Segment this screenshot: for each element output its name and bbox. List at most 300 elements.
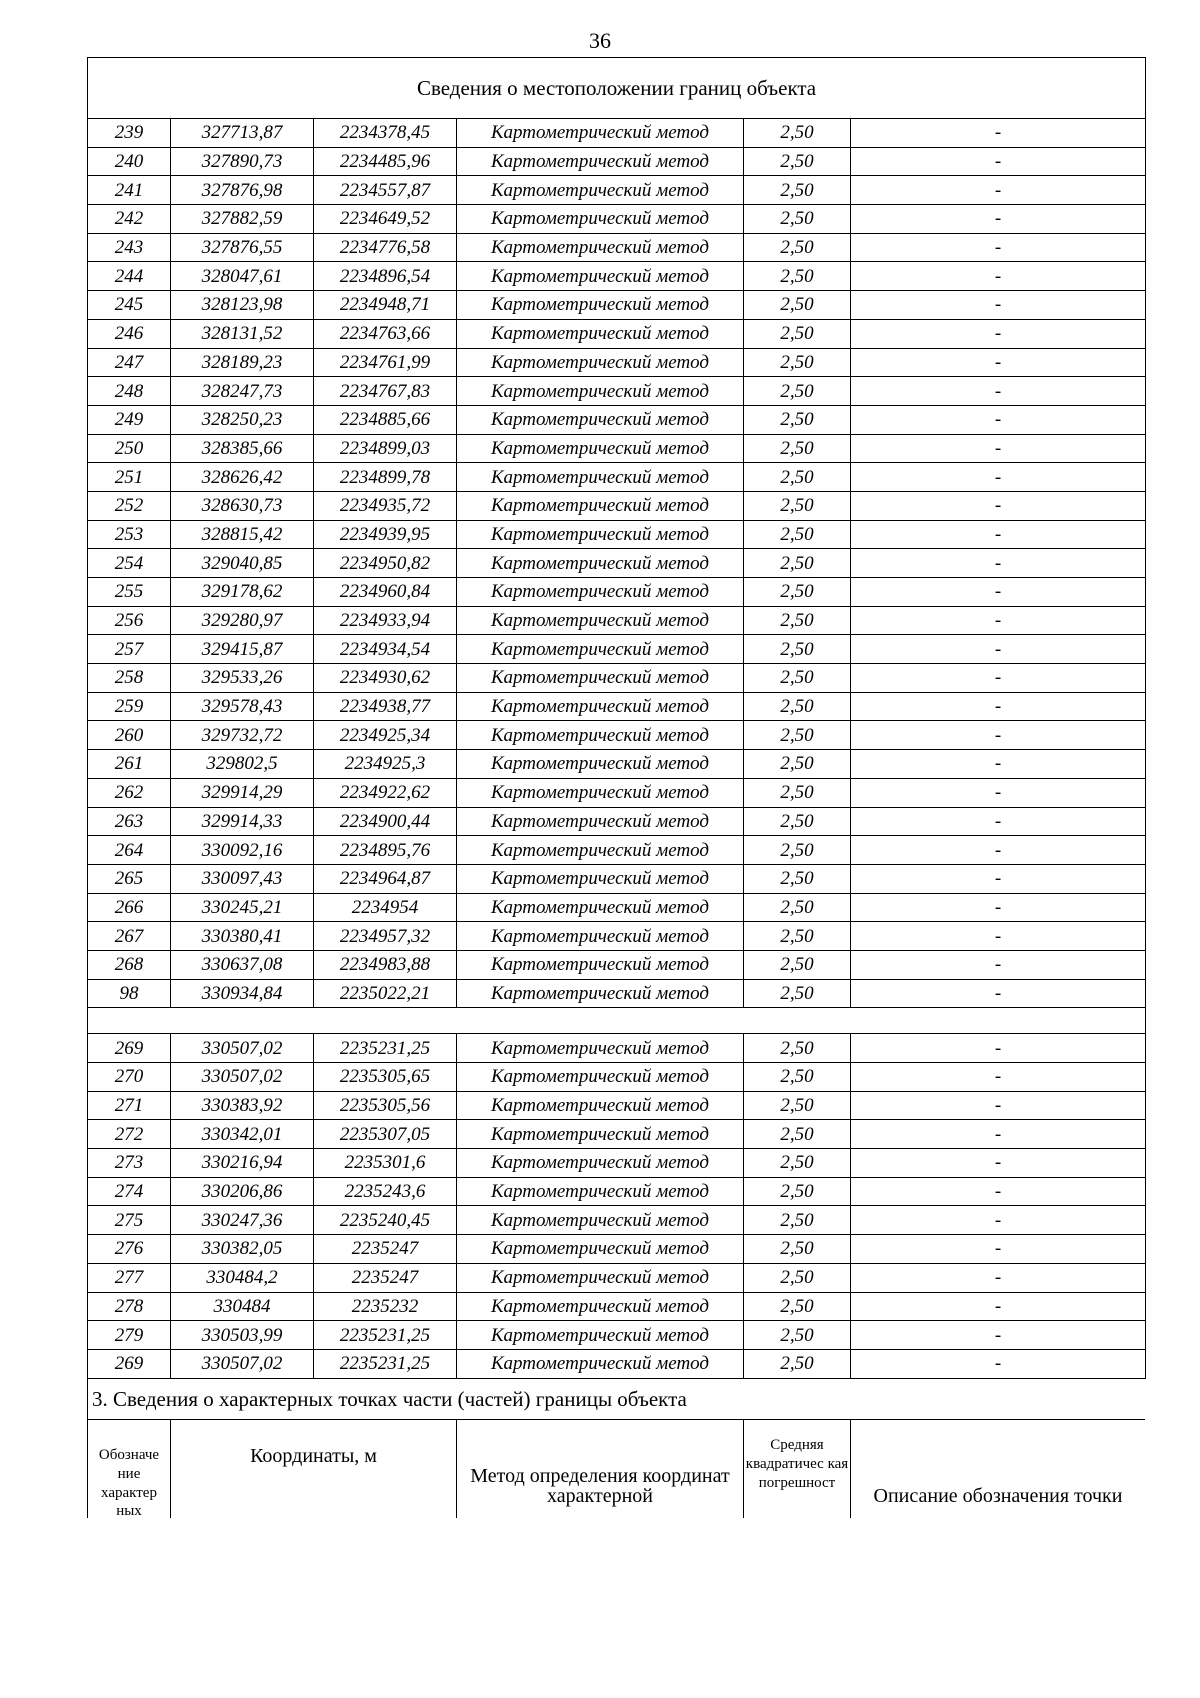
- cell-point-number: 245: [88, 291, 171, 320]
- cell-error: 2,50: [744, 893, 851, 922]
- cell-coord-y: 2234885,66: [314, 405, 457, 434]
- header-method: Метод определения координат характерной: [457, 1420, 744, 1519]
- cell-coord-x: 330245,21: [171, 893, 314, 922]
- cell-method: Картометрический метод: [457, 1235, 744, 1264]
- cell-point-number: 241: [88, 176, 171, 205]
- cell-method: Картометрический метод: [457, 549, 744, 578]
- section3-table: [87, 1378, 1145, 1518]
- cell-coord-x: 330247,36: [171, 1206, 314, 1235]
- cell-method: Картометрический метод: [457, 922, 744, 951]
- cell-method: Картометрический метод: [457, 1149, 744, 1178]
- cell-point-number: 269: [88, 1349, 171, 1378]
- cell-description: -: [851, 291, 1146, 320]
- cell-error: 2,50: [744, 176, 851, 205]
- cell-error: 2,50: [744, 979, 851, 1008]
- cell-method: Картометрический метод: [457, 578, 744, 607]
- cell-coord-x: 328815,42: [171, 520, 314, 549]
- table-row: [88, 549, 1146, 578]
- cell-coord-x: 330380,41: [171, 922, 314, 951]
- cell-description: -: [851, 233, 1146, 262]
- table-row: [88, 950, 1146, 979]
- cell-coord-y: 2234895,76: [314, 836, 457, 865]
- cell-error: 2,50: [744, 721, 851, 750]
- table-row: [88, 1321, 1146, 1350]
- cell-description: -: [851, 1149, 1146, 1178]
- cell-description: -: [851, 1063, 1146, 1092]
- cell-coord-y: 2235231,25: [314, 1321, 457, 1350]
- cell-point-number: 246: [88, 319, 171, 348]
- boundary-table-sheet: [87, 57, 1145, 1379]
- section3-header-row: [88, 1420, 1146, 1519]
- cell-description: -: [851, 1120, 1146, 1149]
- table-row: [88, 1177, 1146, 1206]
- cell-error: 2,50: [744, 1063, 851, 1092]
- cell-method: Картометрический метод: [457, 979, 744, 1008]
- table-row: [88, 1034, 1146, 1063]
- table-row: [88, 606, 1146, 635]
- cell-point-number: 256: [88, 606, 171, 635]
- cell-method: Картометрический метод: [457, 635, 744, 664]
- cell-method: Картометрический метод: [457, 205, 744, 234]
- cell-description: -: [851, 1034, 1146, 1063]
- cell-point-number: 253: [88, 520, 171, 549]
- table-row: [88, 893, 1146, 922]
- cell-error: 2,50: [744, 950, 851, 979]
- table-row: [88, 1063, 1146, 1092]
- separator-cell: [88, 1008, 1146, 1034]
- cell-error: 2,50: [744, 147, 851, 176]
- cell-error: 2,50: [744, 1292, 851, 1321]
- cell-coord-y: 2234761,99: [314, 348, 457, 377]
- cell-coord-x: 329914,29: [171, 778, 314, 807]
- page-number: 36: [589, 28, 611, 53]
- cell-method: Картометрический метод: [457, 291, 744, 320]
- cell-point-number: 262: [88, 778, 171, 807]
- cell-error: 2,50: [744, 205, 851, 234]
- cell-description: -: [851, 1321, 1146, 1350]
- cell-method: Картометрический метод: [457, 1034, 744, 1063]
- cell-method: Картометрический метод: [457, 1321, 744, 1350]
- cell-error: 2,50: [744, 348, 851, 377]
- cell-coord-x: 329802,5: [171, 750, 314, 779]
- cell-error: 2,50: [744, 291, 851, 320]
- cell-description: -: [851, 377, 1146, 406]
- cell-error: 2,50: [744, 692, 851, 721]
- cell-error: 2,50: [744, 1120, 851, 1149]
- section3-header: [87, 1378, 1145, 1518]
- cell-error: 2,50: [744, 1206, 851, 1235]
- cell-error: 2,50: [744, 520, 851, 549]
- table-row: [88, 205, 1146, 234]
- section3-title-row: [88, 1379, 1146, 1420]
- cell-error: 2,50: [744, 836, 851, 865]
- cell-coord-x: 330382,05: [171, 1235, 314, 1264]
- cell-coord-y: 2234767,83: [314, 377, 457, 406]
- cell-coord-y: 2234557,87: [314, 176, 457, 205]
- cell-description: -: [851, 262, 1146, 291]
- table-row: [88, 233, 1146, 262]
- cell-description: -: [851, 147, 1146, 176]
- header-error: Средняя квадратичес кая погрешност: [744, 1420, 851, 1519]
- cell-coord-x: 329732,72: [171, 721, 314, 750]
- cell-description: -: [851, 549, 1146, 578]
- cell-coord-x: 330507,02: [171, 1063, 314, 1092]
- cell-point-number: 264: [88, 836, 171, 865]
- cell-point-number: 266: [88, 893, 171, 922]
- cell-point-number: 277: [88, 1263, 171, 1292]
- cell-coord-x: 328626,42: [171, 463, 314, 492]
- cell-method: Картометрический метод: [457, 405, 744, 434]
- cell-error: 2,50: [744, 405, 851, 434]
- cell-coord-x: 330507,02: [171, 1034, 314, 1063]
- boundary-points-table: [87, 57, 1146, 1379]
- cell-coord-y: 2234950,82: [314, 549, 457, 578]
- table-row: [88, 922, 1146, 951]
- cell-point-number: 265: [88, 864, 171, 893]
- cell-description: -: [851, 807, 1146, 836]
- section-title: Сведения о местоположении границ объекта: [88, 58, 1146, 119]
- cell-point-number: 269: [88, 1034, 171, 1063]
- cell-method: Картометрический метод: [457, 377, 744, 406]
- cell-coord-x: 328385,66: [171, 434, 314, 463]
- cell-point-number: 251: [88, 463, 171, 492]
- cell-point-number: 278: [88, 1292, 171, 1321]
- cell-error: 2,50: [744, 1149, 851, 1178]
- table-row: [88, 1349, 1146, 1378]
- cell-description: -: [851, 1349, 1146, 1378]
- section3-title: 3. Сведения о характерных точках части (частей) границы объекта: [88, 1379, 1146, 1420]
- cell-method: Картометрический метод: [457, 1177, 744, 1206]
- cell-description: -: [851, 405, 1146, 434]
- cell-coord-y: 2234925,34: [314, 721, 457, 750]
- cell-coord-x: 329914,33: [171, 807, 314, 836]
- cell-coord-y: 2235301,6: [314, 1149, 457, 1178]
- table-row: [88, 578, 1146, 607]
- cell-method: Картометрический метод: [457, 1120, 744, 1149]
- cell-description: -: [851, 635, 1146, 664]
- cell-coord-x: 328189,23: [171, 348, 314, 377]
- cell-description: -: [851, 463, 1146, 492]
- cell-coord-y: 2234983,88: [314, 950, 457, 979]
- cell-coord-y: 2234964,87: [314, 864, 457, 893]
- cell-coord-x: 329280,97: [171, 606, 314, 635]
- cell-description: -: [851, 1292, 1146, 1321]
- cell-description: -: [851, 119, 1146, 148]
- cell-coord-x: 330484,2: [171, 1263, 314, 1292]
- cell-coord-x: 330206,86: [171, 1177, 314, 1206]
- cell-coord-x: 328250,23: [171, 405, 314, 434]
- cell-coord-y: 2235240,45: [314, 1206, 457, 1235]
- header-coordinates: Координаты, м: [171, 1420, 457, 1519]
- cell-coord-y: 2235247: [314, 1235, 457, 1264]
- cell-method: Картометрический метод: [457, 692, 744, 721]
- table-row: [88, 1149, 1146, 1178]
- cell-description: -: [851, 520, 1146, 549]
- cell-description: -: [851, 319, 1146, 348]
- cell-coord-x: 328123,98: [171, 291, 314, 320]
- table-row: [88, 979, 1146, 1008]
- cell-method: Картометрический метод: [457, 1349, 744, 1378]
- header-designation: Обозначе ние характер ных: [88, 1420, 171, 1519]
- cell-coord-y: 2234900,44: [314, 807, 457, 836]
- cell-point-number: 240: [88, 147, 171, 176]
- cell-point-number: 259: [88, 692, 171, 721]
- cell-coord-x: 329533,26: [171, 664, 314, 693]
- cell-error: 2,50: [744, 1263, 851, 1292]
- cell-description: -: [851, 1091, 1146, 1120]
- table-row: [88, 291, 1146, 320]
- cell-coord-x: 330092,16: [171, 836, 314, 865]
- cell-coord-x: 328630,73: [171, 491, 314, 520]
- cell-error: 2,50: [744, 377, 851, 406]
- cell-error: 2,50: [744, 1034, 851, 1063]
- cell-description: -: [851, 1263, 1146, 1292]
- cell-coord-x: 327713,87: [171, 119, 314, 148]
- cell-error: 2,50: [744, 119, 851, 148]
- cell-method: Картометрический метод: [457, 348, 744, 377]
- cell-coord-x: 328131,52: [171, 319, 314, 348]
- cell-point-number: 252: [88, 491, 171, 520]
- cell-error: 2,50: [744, 233, 851, 262]
- table-row: [88, 864, 1146, 893]
- table-row: [88, 1263, 1146, 1292]
- cell-error: 2,50: [744, 778, 851, 807]
- table-row: [88, 721, 1146, 750]
- cell-error: 2,50: [744, 922, 851, 951]
- cell-method: Картометрический метод: [457, 520, 744, 549]
- cell-point-number: 275: [88, 1206, 171, 1235]
- cell-method: Картометрический метод: [457, 1091, 744, 1120]
- cell-coord-y: 2235307,05: [314, 1120, 457, 1149]
- cell-description: -: [851, 778, 1146, 807]
- cell-error: 2,50: [744, 1235, 851, 1264]
- table-title-row: [88, 58, 1146, 119]
- cell-error: 2,50: [744, 606, 851, 635]
- cell-error: 2,50: [744, 578, 851, 607]
- cell-coord-x: 329040,85: [171, 549, 314, 578]
- cell-point-number: 98: [88, 979, 171, 1008]
- cell-point-number: 254: [88, 549, 171, 578]
- cell-point-number: 272: [88, 1120, 171, 1149]
- cell-point-number: 242: [88, 205, 171, 234]
- cell-coord-y: 2234934,54: [314, 635, 457, 664]
- cell-coord-y: 2234896,54: [314, 262, 457, 291]
- cell-method: Картометрический метод: [457, 950, 744, 979]
- cell-description: -: [851, 1206, 1146, 1235]
- cell-coord-y: 2234935,72: [314, 491, 457, 520]
- separator-row: [88, 1008, 1146, 1034]
- cell-coord-x: 327876,98: [171, 176, 314, 205]
- cell-error: 2,50: [744, 664, 851, 693]
- cell-description: -: [851, 664, 1146, 693]
- cell-method: Картометрический метод: [457, 119, 744, 148]
- cell-coord-y: 2235231,25: [314, 1034, 457, 1063]
- cell-coord-y: 2234485,96: [314, 147, 457, 176]
- cell-coord-y: 2234960,84: [314, 578, 457, 607]
- cell-point-number: 274: [88, 1177, 171, 1206]
- table-row: [88, 377, 1146, 406]
- cell-description: -: [851, 922, 1146, 951]
- cell-method: Картометрический метод: [457, 606, 744, 635]
- cell-method: Картометрический метод: [457, 1292, 744, 1321]
- cell-coord-x: 329178,62: [171, 578, 314, 607]
- cell-point-number: 271: [88, 1091, 171, 1120]
- cell-description: -: [851, 348, 1146, 377]
- cell-method: Картометрический метод: [457, 664, 744, 693]
- cell-method: Картометрический метод: [457, 463, 744, 492]
- cell-error: 2,50: [744, 864, 851, 893]
- cell-error: 2,50: [744, 1177, 851, 1206]
- table-row: [88, 348, 1146, 377]
- cell-description: -: [851, 205, 1146, 234]
- cell-point-number: 261: [88, 750, 171, 779]
- cell-error: 2,50: [744, 807, 851, 836]
- cell-point-number: 248: [88, 377, 171, 406]
- cell-method: Картометрический метод: [457, 750, 744, 779]
- cell-description: -: [851, 836, 1146, 865]
- cell-point-number: 263: [88, 807, 171, 836]
- cell-description: -: [851, 606, 1146, 635]
- cell-coord-y: 2235232: [314, 1292, 457, 1321]
- cell-point-number: 243: [88, 233, 171, 262]
- cell-method: Картометрический метод: [457, 1206, 744, 1235]
- cell-coord-y: 2234899,78: [314, 463, 457, 492]
- cell-description: -: [851, 176, 1146, 205]
- cell-coord-x: 329415,87: [171, 635, 314, 664]
- cell-point-number: 249: [88, 405, 171, 434]
- cell-description: -: [851, 864, 1146, 893]
- cell-coord-y: 2234378,45: [314, 119, 457, 148]
- cell-description: -: [851, 578, 1146, 607]
- cell-description: -: [851, 434, 1146, 463]
- table-row: [88, 176, 1146, 205]
- cell-point-number: 239: [88, 119, 171, 148]
- cell-error: 2,50: [744, 319, 851, 348]
- table-row: [88, 664, 1146, 693]
- cell-description: -: [851, 692, 1146, 721]
- cell-method: Картометрический метод: [457, 721, 744, 750]
- cell-point-number: 258: [88, 664, 171, 693]
- cell-method: Картометрический метод: [457, 893, 744, 922]
- cell-error: 2,50: [744, 1091, 851, 1120]
- cell-point-number: 244: [88, 262, 171, 291]
- table-row: [88, 319, 1146, 348]
- cell-error: 2,50: [744, 635, 851, 664]
- cell-coord-x: 330383,92: [171, 1091, 314, 1120]
- cell-method: Картометрический метод: [457, 778, 744, 807]
- cell-coord-x: 327876,55: [171, 233, 314, 262]
- cell-coord-y: 2234922,62: [314, 778, 457, 807]
- table-row: [88, 635, 1146, 664]
- cell-description: -: [851, 950, 1146, 979]
- cell-coord-y: 2234930,62: [314, 664, 457, 693]
- cell-point-number: 250: [88, 434, 171, 463]
- cell-coord-x: 327882,59: [171, 205, 314, 234]
- cell-coord-x: 330934,84: [171, 979, 314, 1008]
- cell-description: -: [851, 750, 1146, 779]
- cell-error: 2,50: [744, 463, 851, 492]
- cell-coord-y: 2234925,3: [314, 750, 457, 779]
- cell-coord-y: 2234948,71: [314, 291, 457, 320]
- cell-coord-y: 2234954: [314, 893, 457, 922]
- cell-point-number: 255: [88, 578, 171, 607]
- cell-method: Картометрический метод: [457, 262, 744, 291]
- cell-point-number: 268: [88, 950, 171, 979]
- cell-coord-y: 2235022,21: [314, 979, 457, 1008]
- table-row: [88, 520, 1146, 549]
- cell-error: 2,50: [744, 1321, 851, 1350]
- table-row: [88, 1235, 1146, 1264]
- cell-coord-y: 2234649,52: [314, 205, 457, 234]
- cell-description: -: [851, 1235, 1146, 1264]
- cell-coord-y: 2234957,32: [314, 922, 457, 951]
- cell-point-number: 273: [88, 1149, 171, 1178]
- cell-description: -: [851, 1177, 1146, 1206]
- cell-method: Картометрический метод: [457, 807, 744, 836]
- cell-point-number: 270: [88, 1063, 171, 1092]
- table-row: [88, 262, 1146, 291]
- cell-method: Картометрический метод: [457, 434, 744, 463]
- table-row: [88, 750, 1146, 779]
- cell-point-number: 257: [88, 635, 171, 664]
- cell-coord-x: 328247,73: [171, 377, 314, 406]
- cell-coord-x: 330503,99: [171, 1321, 314, 1350]
- cell-coord-x: 330637,08: [171, 950, 314, 979]
- table-row: [88, 147, 1146, 176]
- cell-coord-x: 330216,94: [171, 1149, 314, 1178]
- header-description: Описание обозначения точки: [851, 1420, 1146, 1519]
- cell-method: Картометрический метод: [457, 836, 744, 865]
- cell-coord-y: 2234776,58: [314, 233, 457, 262]
- cell-description: -: [851, 979, 1146, 1008]
- cell-method: Картометрический метод: [457, 233, 744, 262]
- cell-method: Картометрический метод: [457, 176, 744, 205]
- cell-method: Картометрический метод: [457, 319, 744, 348]
- table-row: [88, 836, 1146, 865]
- cell-method: Картометрический метод: [457, 147, 744, 176]
- table-row: [88, 692, 1146, 721]
- table-row: [88, 1091, 1146, 1120]
- cell-error: 2,50: [744, 491, 851, 520]
- cell-coord-x: 330097,43: [171, 864, 314, 893]
- cell-error: 2,50: [744, 750, 851, 779]
- cell-coord-y: 2234939,95: [314, 520, 457, 549]
- cell-coord-x: 329578,43: [171, 692, 314, 721]
- cell-point-number: 260: [88, 721, 171, 750]
- cell-coord-y: 2234933,94: [314, 606, 457, 635]
- cell-point-number: 276: [88, 1235, 171, 1264]
- cell-error: 2,50: [744, 262, 851, 291]
- cell-coord-y: 2235305,65: [314, 1063, 457, 1092]
- cell-error: 2,50: [744, 549, 851, 578]
- cell-coord-x: 328047,61: [171, 262, 314, 291]
- cell-coord-y: 2234938,77: [314, 692, 457, 721]
- cell-coord-y: 2234899,03: [314, 434, 457, 463]
- table-row: [88, 463, 1146, 492]
- cell-point-number: 267: [88, 922, 171, 951]
- cell-description: -: [851, 721, 1146, 750]
- table-row: [88, 119, 1146, 148]
- cell-point-number: 279: [88, 1321, 171, 1350]
- table-row: [88, 434, 1146, 463]
- cell-method: Картометрический метод: [457, 864, 744, 893]
- cell-point-number: 247: [88, 348, 171, 377]
- cell-coord-y: 2235243,6: [314, 1177, 457, 1206]
- cell-coord-y: 2234763,66: [314, 319, 457, 348]
- cell-coord-x: 327890,73: [171, 147, 314, 176]
- cell-coord-y: 2235305,56: [314, 1091, 457, 1120]
- cell-coord-x: 330342,01: [171, 1120, 314, 1149]
